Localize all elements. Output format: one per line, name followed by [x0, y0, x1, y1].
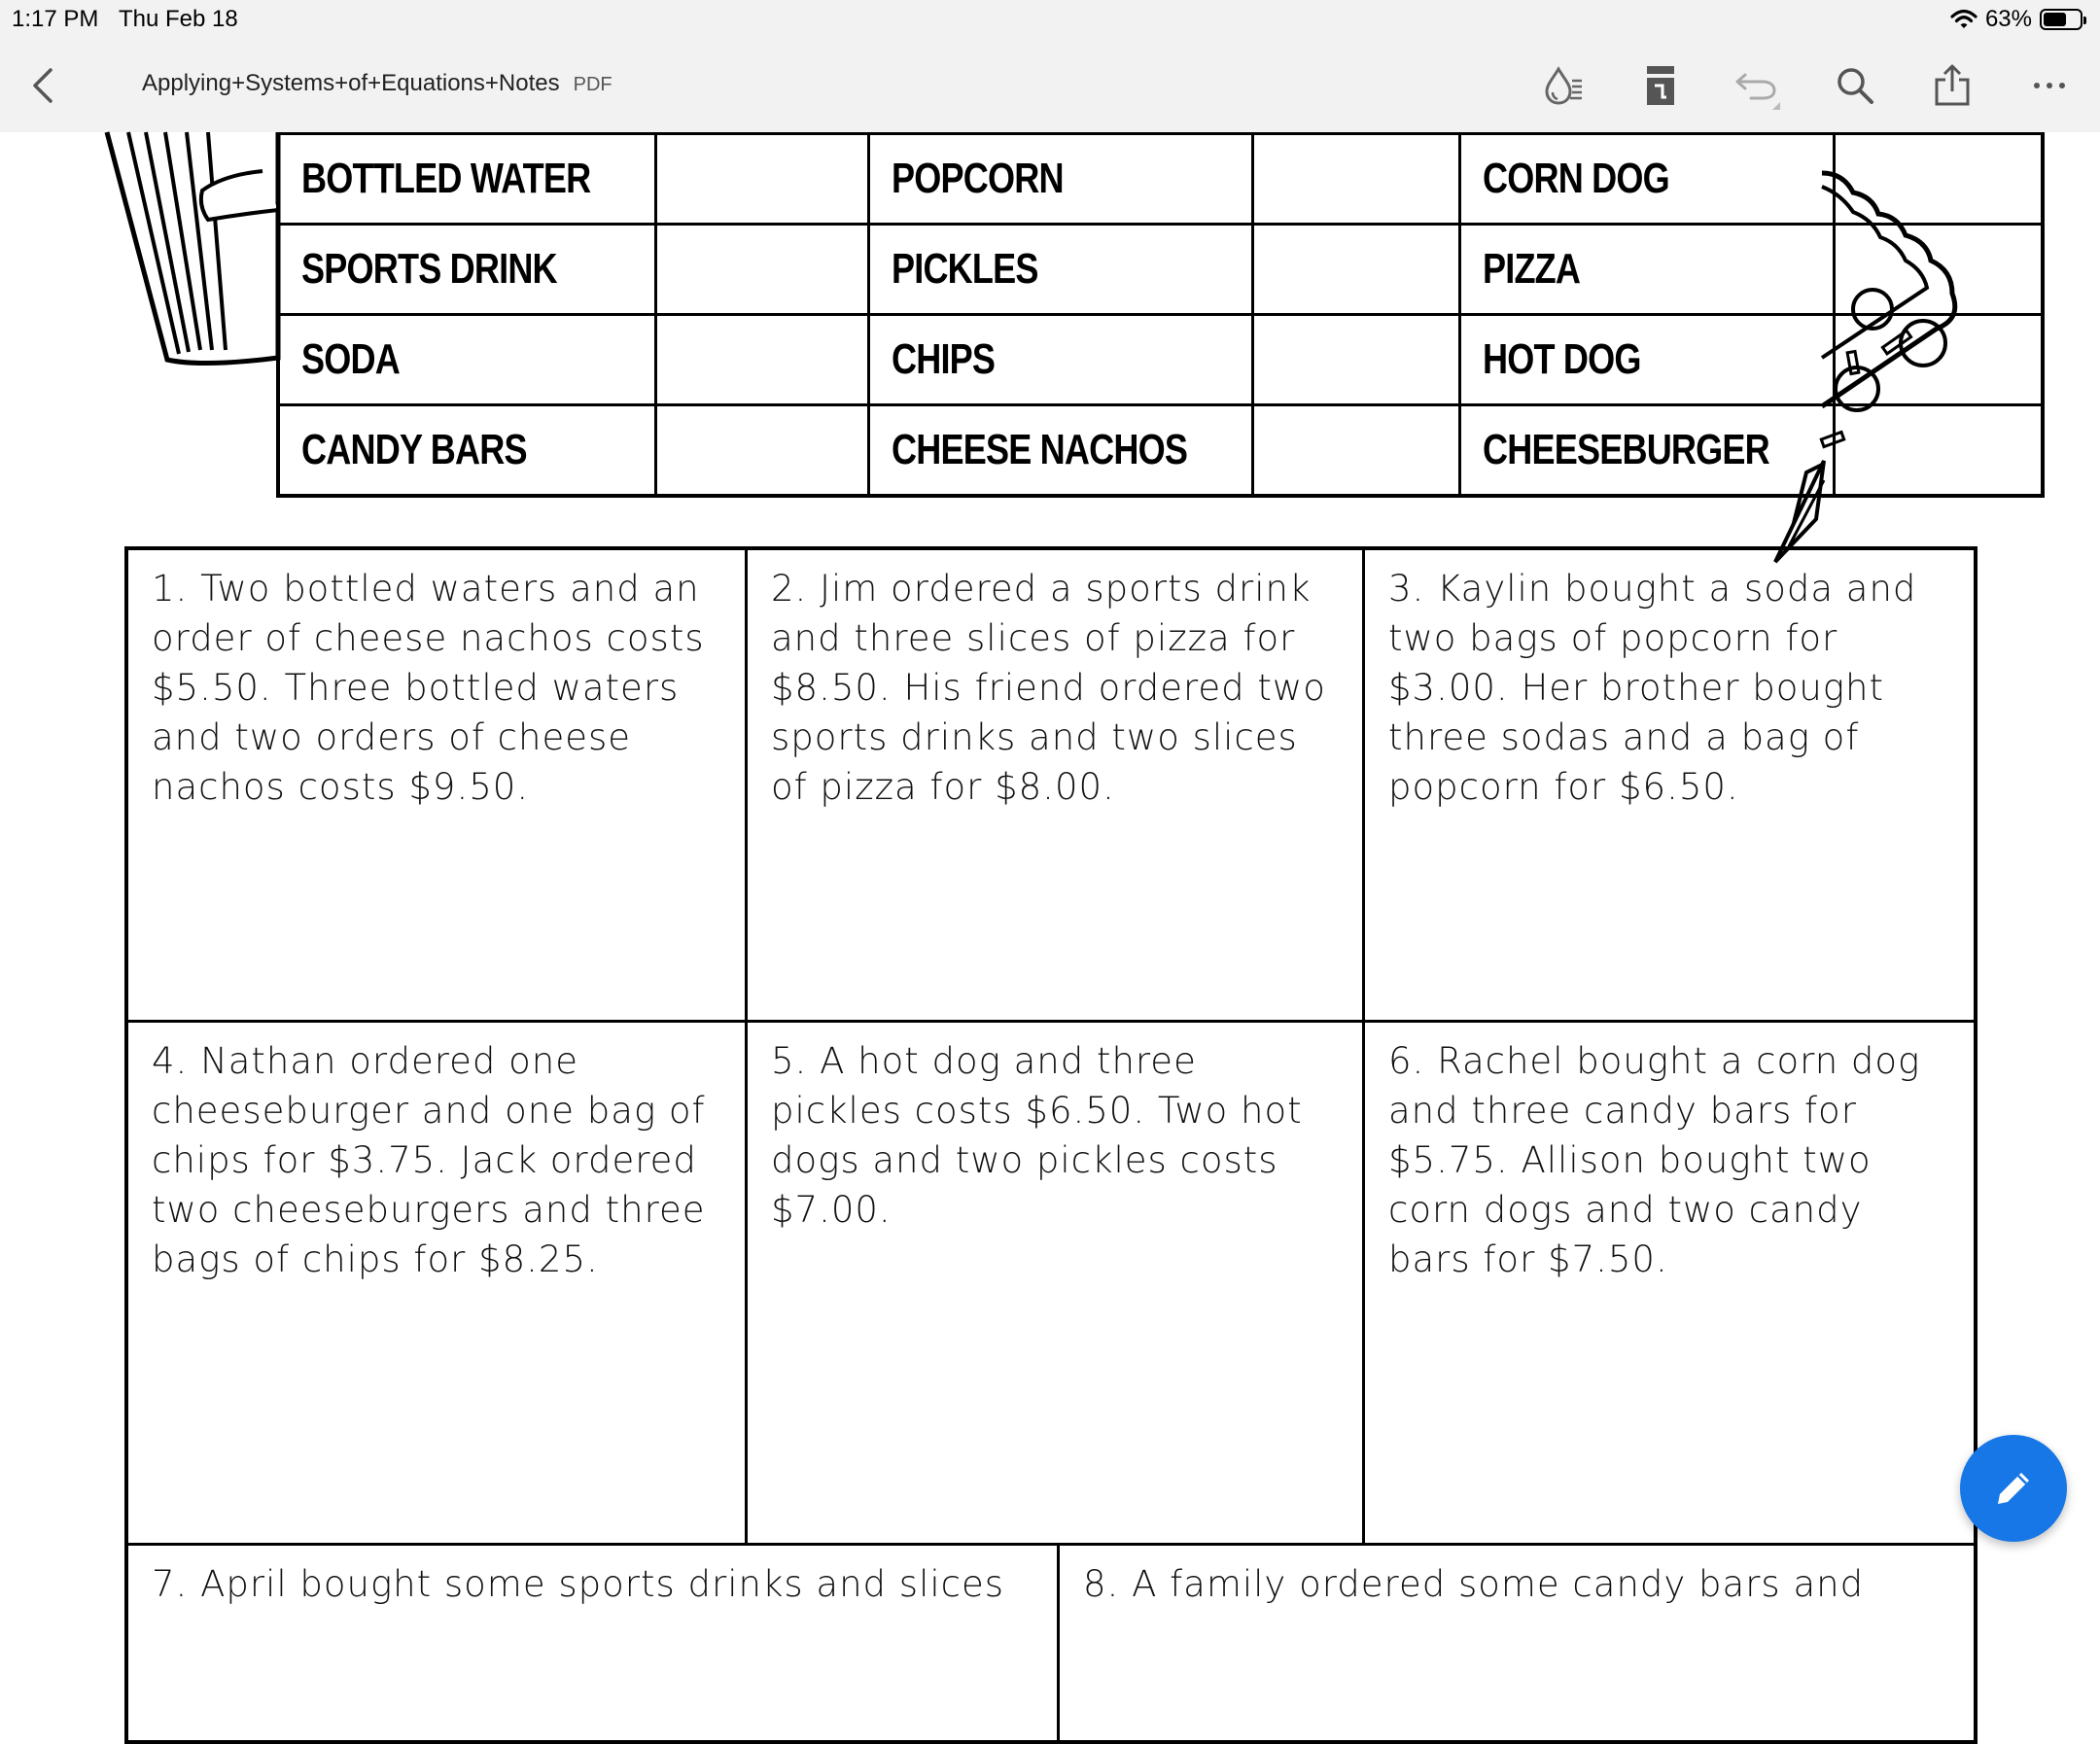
menu-item-label: SPORTS DRINK — [301, 245, 557, 293]
document-type: PDF — [573, 74, 612, 95]
menu-item-name — [278, 405, 655, 497]
menu-item-label: HOT DOG — [1483, 335, 1642, 383]
menu-item-price — [655, 225, 868, 315]
menu-item-name — [278, 134, 655, 225]
menu-row — [278, 405, 2043, 497]
menu-row — [278, 225, 2043, 315]
menu-item-price — [1835, 405, 2043, 497]
menu-item-name — [1460, 225, 1835, 315]
menu-item-name — [868, 405, 1253, 497]
menu-item-name — [1460, 315, 1835, 405]
wifi-icon — [1950, 9, 1978, 30]
menu-item-price — [1253, 405, 1460, 497]
viewer-toolbar — [0, 39, 2100, 133]
undo-button[interactable] — [1732, 60, 1783, 111]
menu-item-label: CHEESE NACHOS — [891, 426, 1187, 473]
problem-row — [128, 550, 1974, 1023]
problem-5: 5. A hot dog and three pickles costs $6.50. Two hot dogs and two pickles costs $7.00. — [745, 1023, 1362, 1543]
menu-table — [276, 132, 2045, 498]
menu-item-name — [868, 315, 1253, 405]
problem-2: 2. Jim ordered a sports drink and three slices of pizza for $8.50. His friend ordered two sports drinks and two slices of pizza for $8.00. — [745, 550, 1362, 1020]
ink-button[interactable] — [1538, 60, 1589, 111]
menu-item-label: CHIPS — [891, 335, 995, 383]
share-button[interactable] — [1927, 60, 1978, 111]
problem-1: 1. Two bottled waters and an order of cheese nachos costs $5.50. Three bottled waters and two orders of cheese nachos costs $9.50. — [152, 568, 705, 808]
menu-item-label: CANDY BARS — [301, 426, 527, 473]
status-bar — [0, 0, 2100, 39]
share-icon — [1933, 64, 1972, 107]
status-time: 1:17 PM — [12, 6, 99, 32]
menu-item-price — [1835, 225, 2043, 315]
popcorn-illustration — [105, 132, 286, 369]
more-icon — [2032, 81, 2067, 90]
problem-4: 4. Nathan ordered one cheeseburger and one bag of chips for $3.75. Jack ordered two cheeseburgers and three bags of chips for $8.25. — [152, 1040, 706, 1280]
menu-item-name — [1460, 405, 1835, 497]
ink-drop-icon — [1541, 63, 1586, 108]
menu-row — [278, 315, 2043, 405]
battery-icon — [2040, 9, 2082, 30]
problem-3: 3. Kaylin bought a soda and two bags of popcorn for $3.00. Her brother bought three sodas and a bag of popcorn for $6.50. — [1362, 550, 1974, 1020]
problem-grid — [124, 546, 1978, 1744]
menu-item-label: BOTTLED WATER — [301, 155, 591, 202]
menu-table-body — [278, 134, 2043, 497]
menu-item-label: SODA — [301, 335, 400, 383]
pdf-page[interactable] — [0, 132, 2100, 1605]
problem-7: 7. April bought some sports drinks and slices — [152, 1563, 1005, 1605]
menu-item-name — [868, 134, 1253, 225]
problem-row — [128, 1546, 1974, 1740]
battery-level — [2044, 13, 2066, 26]
menu-item-price — [655, 405, 868, 497]
more-button[interactable] — [2024, 60, 2075, 111]
menu-item-label: PICKLES — [891, 245, 1038, 293]
chevron-left-icon — [31, 67, 54, 104]
document-title — [142, 70, 612, 97]
battery-percent: 63% — [1984, 6, 2032, 32]
pencil-icon — [1992, 1467, 2035, 1510]
menu-item-name — [278, 225, 655, 315]
status-indicators — [1950, 6, 2082, 33]
menu-item-price — [655, 315, 868, 405]
menu-item-price — [1835, 315, 2043, 405]
battery-cap — [2083, 17, 2086, 24]
menu-item-price — [1835, 134, 2043, 225]
page-organize-icon — [1641, 64, 1680, 107]
problem-6: 6. Rachel bought a corn dog and three candy bars for $5.75. Allison bought two corn dogs and two candy bars for $7.50. — [1362, 1023, 1974, 1543]
back-button[interactable] — [21, 62, 64, 109]
menu-item-name — [278, 315, 655, 405]
status-date: Thu Feb 18 — [119, 6, 238, 32]
search-button[interactable] — [1830, 60, 1880, 111]
menu-item-label: CORN DOG — [1483, 155, 1670, 202]
menu-item-label: PIZZA — [1483, 245, 1581, 293]
menu-item-label: CHEESEBURGER — [1483, 426, 1770, 473]
problem-row — [128, 1023, 1974, 1546]
problem-8: 8. A family ordered some candy bars and — [1057, 1546, 1974, 1740]
search-icon — [1836, 66, 1874, 105]
organize-pages-button[interactable] — [1635, 60, 1686, 111]
menu-item-label: POPCORN — [891, 155, 1064, 202]
menu-item-price — [1253, 315, 1460, 405]
menu-item-price — [655, 134, 868, 225]
menu-item-price — [1253, 225, 1460, 315]
edit-button[interactable] — [1960, 1435, 2067, 1542]
undo-icon — [1733, 61, 1782, 110]
menu-item-price — [1253, 134, 1460, 225]
menu-item-name — [868, 225, 1253, 315]
menu-row — [278, 134, 2043, 225]
menu-item-name — [1460, 134, 1835, 225]
document-name: Applying+Systems+of+Equations+Notes — [142, 70, 560, 96]
